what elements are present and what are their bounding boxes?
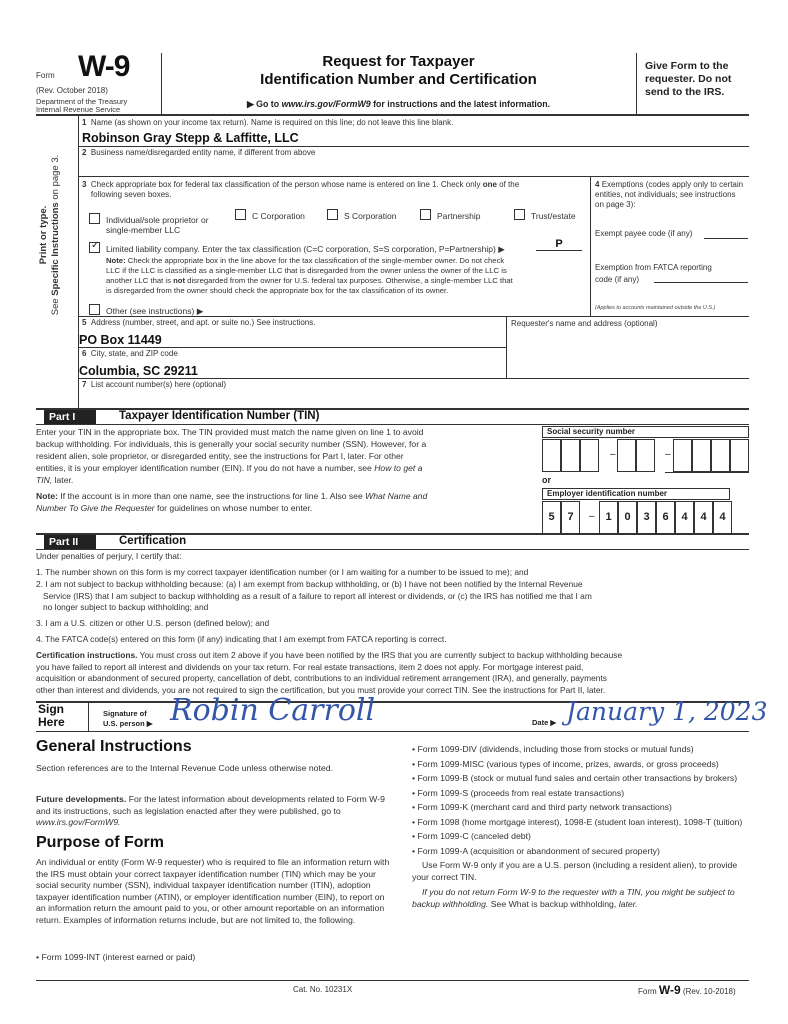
side-label-line2: See Specific Instructions on page 3. [50,154,61,316]
goto-suffix: for instructions and the latest information. [370,99,551,109]
agency: Internal Revenue Service [36,105,121,114]
department: Department of the Treasury [36,97,128,106]
form-title-line1: Request for Taxpayer [322,53,475,70]
llc-tax-classification-field[interactable]: P [536,238,582,251]
line7-account-numbers-field[interactable] [82,392,742,406]
signature-label: Signature of U.S. person ▶ [103,709,153,728]
label-s-corporation: S Corporation [344,211,397,221]
exemptions-divider [590,176,591,316]
certification-instructions: Certification instructions. You must cross out item 2 above if you have been notified by the IRS that you are currently subject to backup withholding because you have failed to report all interest and dividends on your tax return. For real estate transactions, item 2 does not apply. For mortgage interest paid, acquisition or abandonment of secured property, cancellation of debt, contributions to an individual retirement arrangement (IRA), and generally, payments other than interest and dividends, you are not required to sign the certification, but you must provide your correct TIN. See the instructions for Part II, later. [36,650,623,695]
line7-label: 7 List account number(s) here (optional) [82,380,227,389]
ssn-digit-3[interactable] [580,439,599,472]
exempt-payee-label: Exempt payee code (if any) [595,229,693,238]
part1-rule [36,424,749,425]
ssn-digit-8[interactable] [711,439,730,472]
certification-item-1: 1. The number shown on this form is my correct taxpayer identification number (or I am waiting for a number to be issued to me); and [36,567,529,577]
line2-rule [78,176,749,177]
fatca-code-field[interactable] [654,272,748,283]
part1-tag: Part I [44,410,96,425]
ein-dash: – [589,511,595,522]
header-divider-right [636,53,637,115]
right-column [412,744,752,910]
checkbox-trust-estate[interactable] [514,209,525,220]
certification-intro: Under penalties of perjury, I certify that: [36,551,182,561]
ssn-digit-4[interactable] [617,439,636,472]
bullet-1098: • Form 1098 (home mortgage interest), 1098-E (student loan interest), 1098-T (tuition) [412,816,743,827]
ssn-dash-1: – [610,449,616,460]
ein-digit-9[interactable]: 4 [713,501,732,534]
line5-rule [78,347,506,348]
use-form-w9-text: Use Form W-9 only if you are a U.S. person (including a resident alien), to provide your correct TIN. [412,860,738,882]
ein-digit-5[interactable]: 3 [637,501,656,534]
exemptions-label: 4 Exemptions (codes apply only to certain entities, not individuals; see instructions on page 3): [595,180,744,209]
purpose-of-form-text: An individual or entity (Form W-9 requester) who is required to file an information return with the IRS must obtain your correct taxpayer identification number (TIN) which may be your social security number (SSN), individual taxpayer identification number (ITIN), adoption taxpayer identification number (ATIN), or employer identification number (EIN), to report on an information return the amount paid to you, or other amount reportable on an information return. Examples of information returns include, but are not limited to, the following. [36,857,390,925]
label-partnership: Partnership [437,211,481,221]
bullet-1099-b: • Form 1099-B (stock or mutual fund sales and certain other transactions by brokers) [412,773,738,783]
ssn-digit-5[interactable] [636,439,655,472]
ein-digit-7[interactable]: 4 [675,501,694,534]
fatca-label: Exemption from FATCA reporting code (if any) [595,263,712,284]
backup-withholding-warning: If you do not return Form W-9 to the requester with a TIN, you might be subject to backup withholding. See What is backup withholding, later. [412,887,735,909]
line3-label: 3 Check appropriate box for federal tax classification of the person whose name is entered on line 1. Check only one of the following seven boxes. [82,180,520,199]
ein-digit-2[interactable]: 7 [561,501,580,534]
future-developments: Future developments. For the latest information about developments related to Form W-9 and its instructions, such as legislation enacted after they were published, go to www.irs.gov/FormW9. [36,794,385,827]
part1-note: Note: If the account is in more than one name, see the instructions for line 1. Also see What Name and Number To Give the Requester for guidelines on whose number to enter. [36,491,428,513]
general-intro: Section references are to the Internal Revenue Code unless otherwise noted. [36,763,334,773]
footer-rule [36,980,749,981]
checkbox-c-corporation[interactable] [235,209,246,220]
ein-digit-6[interactable]: 6 [656,501,675,534]
requester-label: Requester's name and address (optional) [511,319,658,328]
general-instructions-heading: General Instructions [36,738,192,755]
label-c-corporation: C Corporation [252,211,305,221]
line6-label: 6 City, state, and ZIP code [82,349,178,358]
certification-item-4: 4. The FATCA code(s) entered on this form (if any) indicating that I am exempt from FATCA reporting is correct. [36,634,447,644]
ssn-digit-2[interactable] [561,439,580,472]
goto-url[interactable]: www.irs.gov/FormW9 [281,99,371,109]
ein-digit-1[interactable]: 5 [542,501,561,534]
label-llc: Limited liability company. Enter the tax classification (C=C corporation, S=S corporation, P=Partnership) ▶ [106,244,505,254]
line6-rule [78,378,749,379]
line5-address-field[interactable]: PO Box 11449 [79,333,162,347]
form-label: Form [36,71,55,80]
label-other: Other (see instructions) ▶ [106,306,204,316]
date-field[interactable]: January 1, 2023 [566,697,768,726]
sign-bottom-rule [36,731,749,732]
exempt-payee-field[interactable] [704,228,748,239]
line5-label: 5 Address (number, street, and apt. or suite no.) See instructions. [82,318,316,327]
ssn-digit-7[interactable] [692,439,711,472]
bullet-1099-c: • Form 1099-C (canceled debt) [412,831,531,841]
part1-title: Taxpayer Identification Number (TIN) [119,410,320,422]
bullet-1099-s: • Form 1099-S (proceeds from real estate transactions) [412,787,625,798]
line1-label: 1 Name (as shown on your income tax return). Name is required on this line; do not leave this line blank. [82,118,454,127]
side-label-line1: Print or type. [38,205,49,265]
line3-rule [78,316,749,317]
checkbox-s-corporation[interactable] [327,209,338,220]
form-revision: (Rev. October 2018) [36,86,108,95]
bullet-1099-misc: • Form 1099-MISC (various types of income, prizes, awards, or gross proceeds) [412,758,719,769]
checkbox-llc[interactable] [89,242,100,253]
ssn-label: Social security number [542,426,749,438]
certification-item-2: 2. I am not subject to backup withholding because: (a) I am exempt from backup withholding, or (b) I have not been notified by the Internal Revenue Service (IRS) that I am subject to backup withholding as a result of a failure to report all interest or dividends, or (c) the IRS has notified me that I am no longer subject to backup withholding; and [36,579,592,612]
form-title-line2: Identification Number and Certification [260,71,537,88]
certification-item-3: 3. I am a U.S. citizen or other U.S. person (defined below); and [36,618,270,628]
ein-label: Employer identification number [542,488,730,500]
part1-instructions: Enter your TIN in the appropriate box. The TIN provided must match the name given on line 1 to avoid backup withholding. For individuals, this is generally your social security number (SSN). However, for a resident alien, sole proprietor, or disregarded entity, see the instructions for Part I, later. For other entities, it is your employer identification number (EIN). If you do not have a number, see How to get a TIN, later. [36,427,427,485]
bullet-1099-int: • Form 1099-INT (interest earned or paid) [36,952,196,962]
part2-rule [36,549,749,550]
line1-rule [78,146,749,147]
ein-digit-8[interactable]: 4 [694,501,713,534]
signature-field[interactable]: Robin Carroll [170,693,376,728]
part2-tag: Part II [44,535,96,550]
checkbox-individual[interactable] [89,213,100,224]
give-form-note: Give Form to the requester. Do not send to the IRS. [645,60,732,98]
line6-city-state-zip-field[interactable]: Columbia, SC 29211 [79,364,198,378]
llc-note: Note: Check the appropriate box in the line above for the tax classification of the single-member owner. Do not check LLC if the LLC is classified as a single-member LLC that is disregarded from the owner unless the owner of the LLC is another LLC that is not disregarded from the owner for U.S. federal tax purposes. Otherwise, a single-member LLC that is disregarded from the owner should check the appropriate box for the tax classification of its owner. [106,256,513,295]
goto-prefix: ▶ Go to [246,99,282,109]
purpose-of-form-heading: Purpose of Form [36,834,165,851]
bullet-1099-k: • Form 1099-K (merchant card and third party network transactions) [412,802,672,812]
sign-here-label: Sign Here [38,702,65,729]
ssn-digit-9[interactable] [730,439,749,472]
ssn-bottom-rule [665,472,749,473]
line2-label: 2 Business name/disregarded entity name, if different from above [82,148,316,157]
label-individual: Individual/sole proprietor or single-member LLC [106,215,209,235]
label-trust-estate: Trust/estate [531,211,576,221]
header-bottom-rule [36,114,749,116]
goto-line [161,99,636,110]
or-label: or [542,475,551,485]
ein-digit-4[interactable]: 0 [618,501,637,534]
form-name: W-9 [78,50,130,83]
ssn-digit-1[interactable] [542,439,561,472]
fatca-note: (Applies to accounts maintained outside the U.S.) [595,305,716,311]
line2-business-name-field[interactable] [82,160,742,174]
footer-form-id: Form W-9 (Rev. 10-2018) [638,983,736,997]
part2-title: Certification [119,535,187,547]
requester-divider [506,316,507,378]
ein-digit-3[interactable]: 1 [599,501,618,534]
bullet-1099-a: • Form 1099-A (acquisition or abandonment of secured property) [412,845,660,856]
line1-name-field[interactable]: Robinson Gray Stepp & Laffitte, LLC [82,131,299,145]
ssn-digit-6[interactable] [673,439,692,472]
ssn-dash-2: – [665,449,671,460]
sign-divider [88,703,89,731]
checkbox-partnership[interactable] [420,209,431,220]
catalog-number: Cat. No. 10231X [293,985,353,994]
checkbox-other[interactable] [89,304,100,315]
side-label [38,125,62,345]
bullet-1099-div: • Form 1099-DIV (dividends, including those from stocks or mutual funds) [412,744,694,754]
date-label: Date ▶ [532,718,557,727]
